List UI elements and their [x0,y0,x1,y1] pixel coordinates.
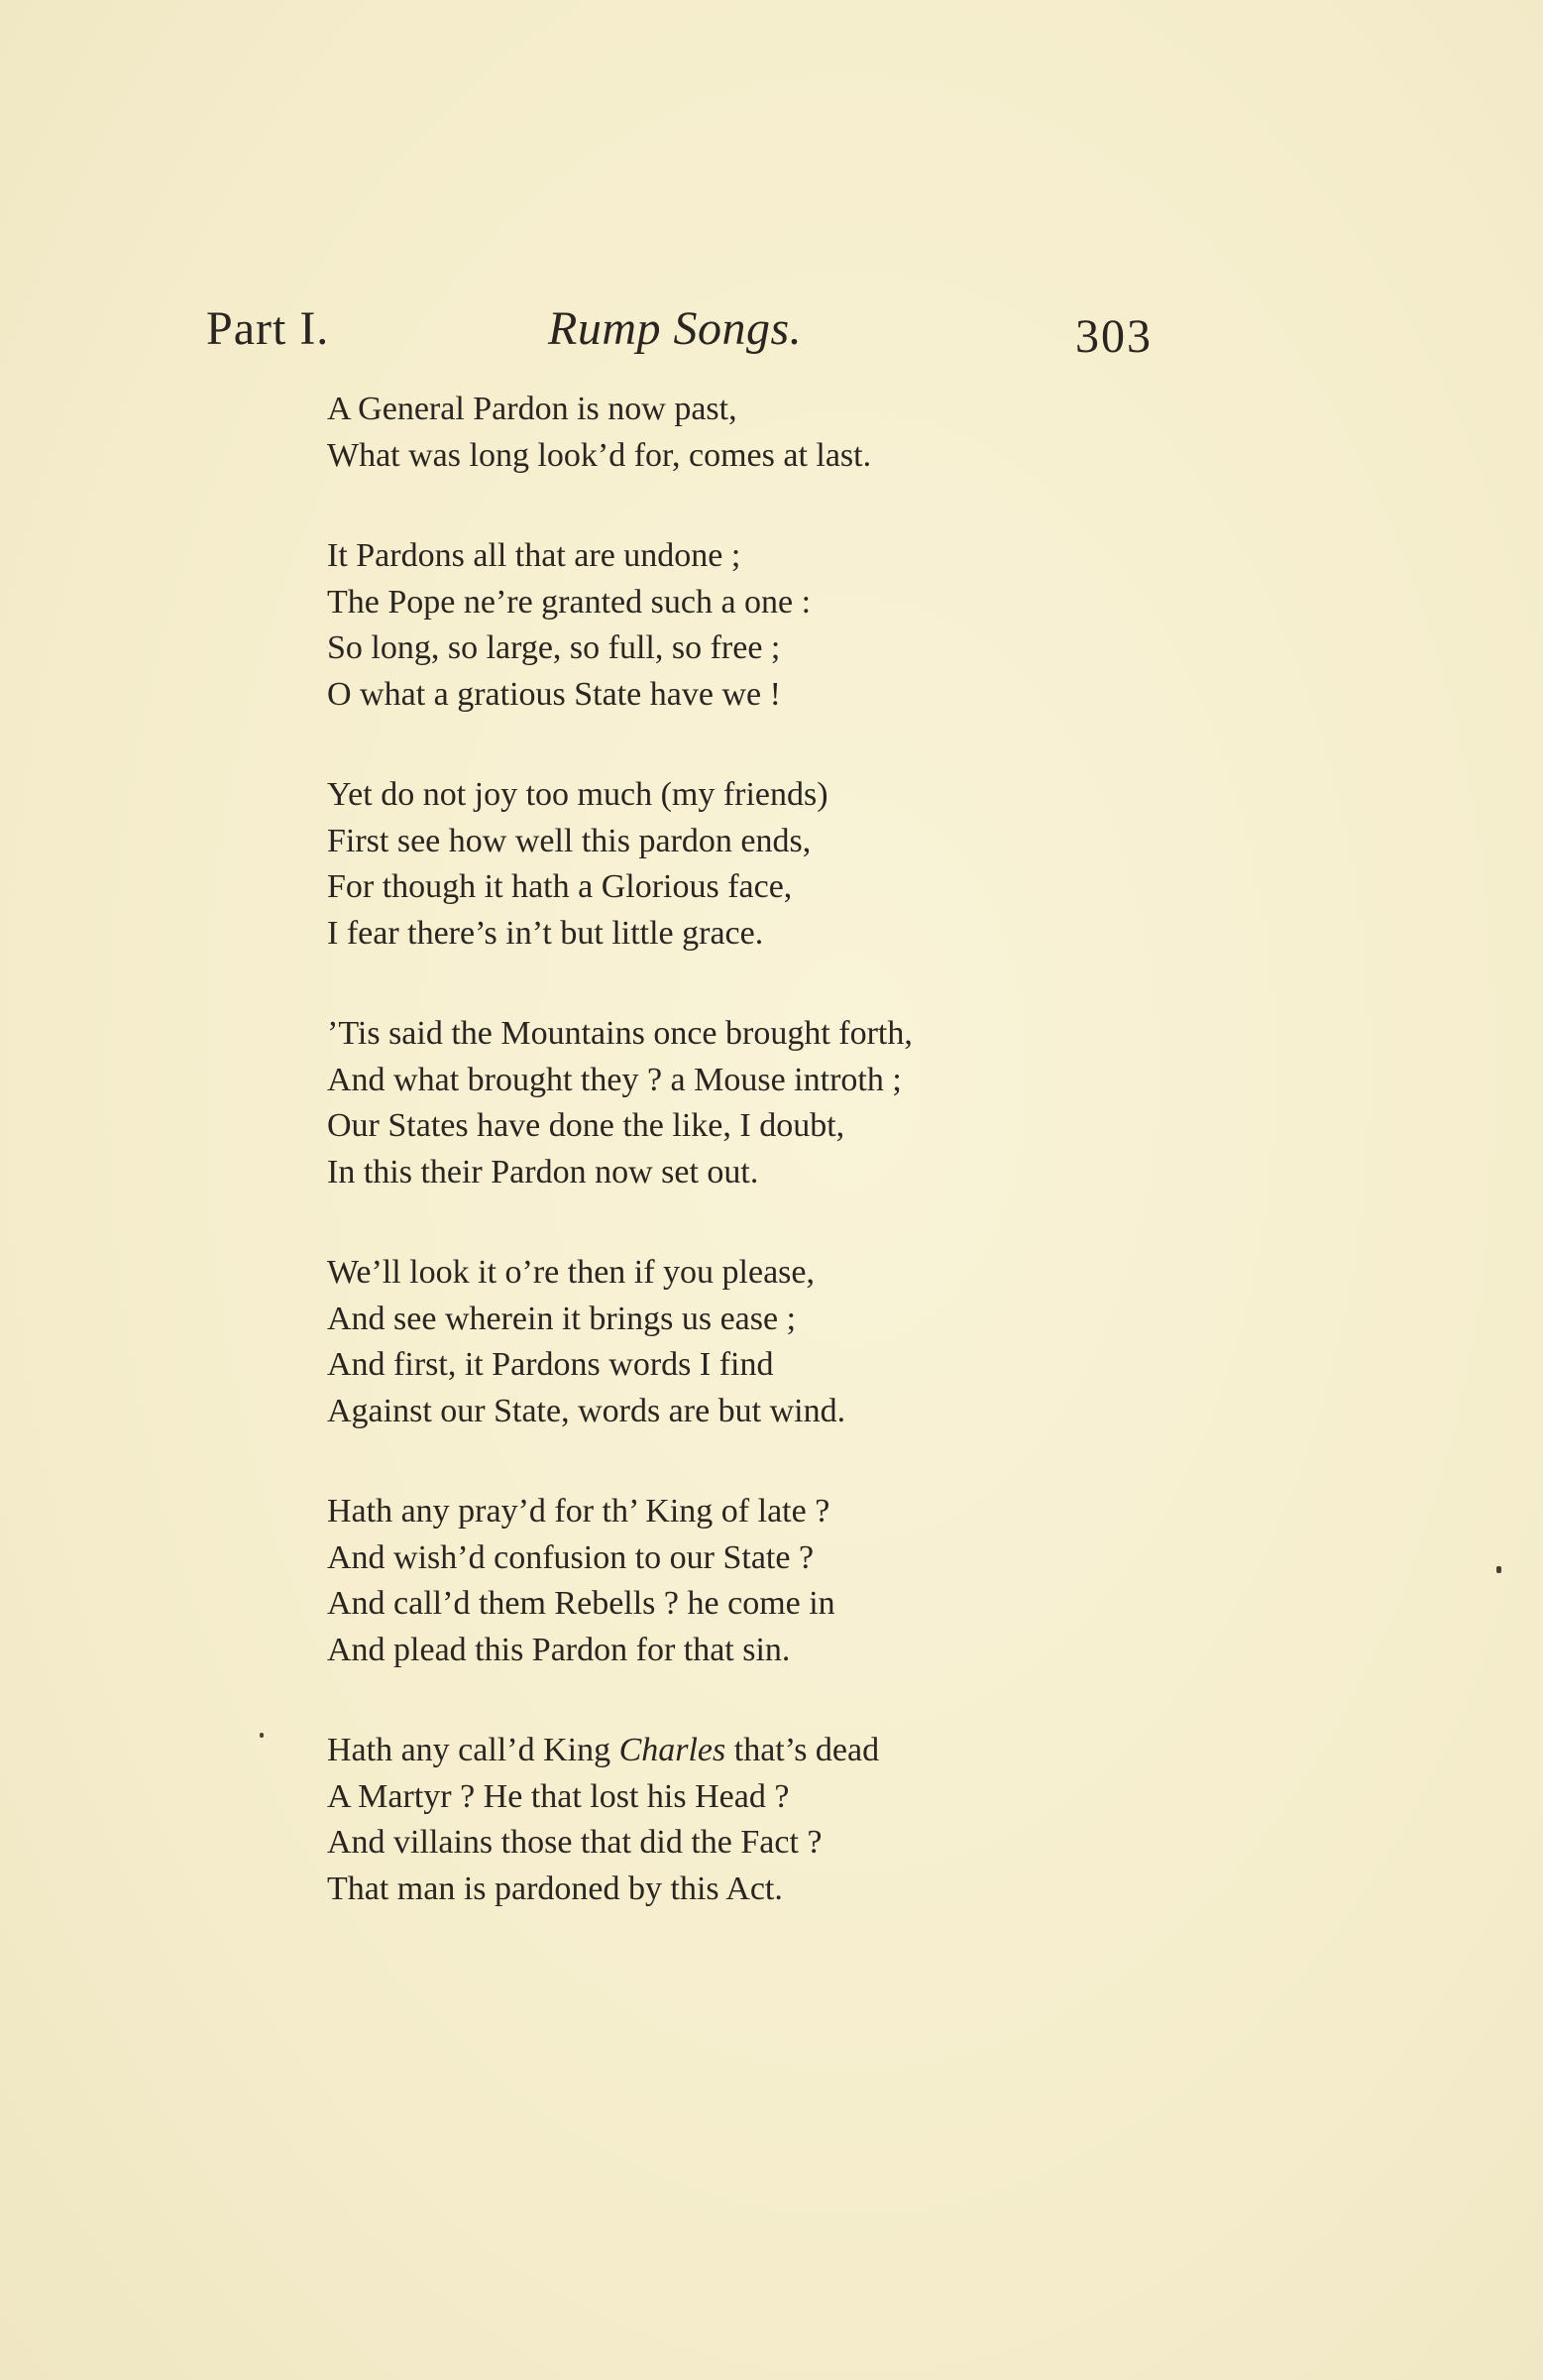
poem-line: Yet do not joy too much (my friends) [327,776,828,813]
poem-line: Our States have done the like, I doubt, [327,1107,845,1144]
poem-line: The Pope ne’re granted such a one : [327,583,812,621]
stanza-3 [327,772,1120,957]
running-title: Rump Songs. [548,302,803,355]
poem-line: A Martyr ? He that lost his Head ? [327,1777,790,1815]
paper-speck [1496,1566,1501,1573]
poem-line: First see how well this pardon ends, [327,822,812,859]
paper-speck [260,1733,264,1738]
poem-line: And wish’d confusion to our State ? [327,1538,815,1576]
stanza-4 [327,1011,1120,1195]
poem-line: And see wherein it brings us ease ; [327,1300,797,1337]
part-label: Part I. [206,302,330,355]
poem-line: What was long look’d for, comes at last. [327,436,872,474]
poem-line: A General Pardon is now past, [327,391,737,427]
poem-line: For though it hath a Glorious face, [327,868,793,905]
italic-name: Charles [618,1732,726,1768]
poem-line: In this their Pardon now set out. [327,1153,759,1190]
poem-line: And first, it Pardons words I find [327,1346,774,1383]
poem-line: And villains those that did the Fact ? [327,1824,823,1861]
poem-line: And plead this Pardon for that sin. [327,1631,791,1668]
poem-line: Against our State, words are but wind. [327,1392,846,1429]
line-text: that’s dead [725,1732,880,1768]
poem-line: And call’d them Rebells ? he come in [327,1585,835,1622]
poem-body [327,387,1120,1967]
poem-line: Hath any pray’d for th’ King of late ? [327,1493,830,1530]
stanza-6 [327,1489,1120,1673]
poem-line: We’ll look it o’re then if you please, [327,1254,816,1291]
stanza-1 [327,387,1120,479]
poem-line: So long, so large, so full, so free ; [327,629,781,666]
poem-line: That man is pardoned by this Act. [327,1870,783,1907]
stanza-7 [327,1728,1120,1912]
page-number: 303 [1075,310,1153,363]
running-header [206,299,1157,363]
poem-line-mixed [327,1728,1120,1774]
poem-line: ’Tis said the Mountains once brought forth, [327,1015,913,1052]
line-text: Hath any call’d King [327,1732,619,1768]
poem-line: It Pardons all that are undone ; [327,537,741,574]
stanza-2 [327,533,1120,718]
poem-line: And what brought they ? a Mouse introth ; [327,1061,902,1098]
stanza-5 [327,1250,1120,1434]
poem-line: O what a gratious State have we ! [327,675,781,713]
poem-line: I fear there’s in’t but little grace. [327,914,764,952]
